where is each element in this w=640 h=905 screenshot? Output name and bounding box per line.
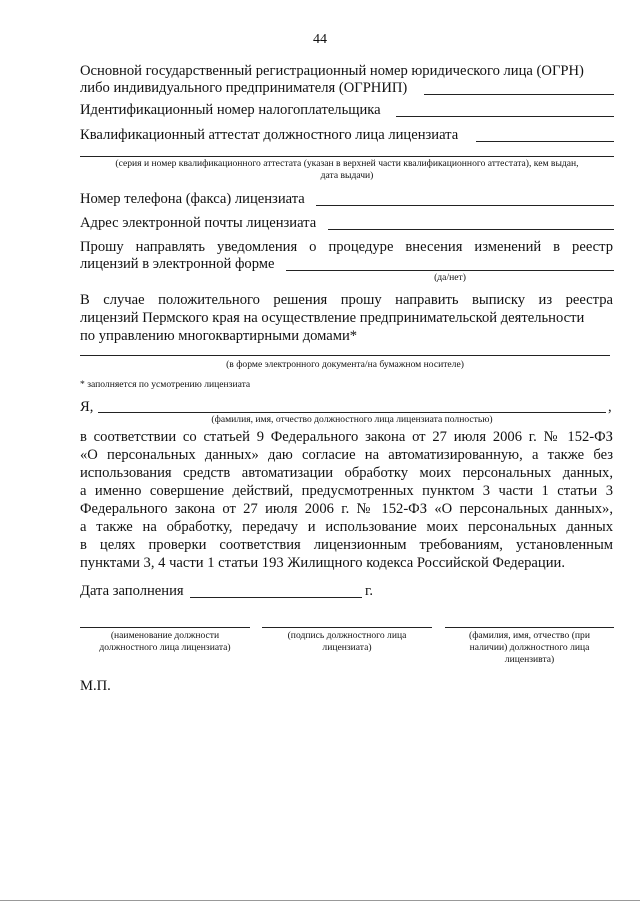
consent-line: в целях проверки соответствия лицензионным требованиям, установленным (80, 537, 613, 553)
stamp-label: М.П. (80, 678, 111, 694)
consent-last-line: пунктами 3, 4 части 1 статьи 193 Жилищного кодекса Российской Федерации. (80, 555, 565, 571)
consent-line: в соответствии со статьей 9 Федерального закона от 27 июля 2006 г. № 152-ФЗ (80, 429, 613, 445)
consent-line: а именно совершение действий, предусмотренных пунктом 3 части 1 статьи 3 (80, 483, 613, 499)
date-suffix: г. (365, 583, 373, 599)
fio-hint-line2: наличии) должностного лица (469, 642, 590, 653)
signature-hint-line1: (подпись должностного лица (287, 630, 407, 641)
consent-line: «О персональных данных» даю согласие на автоматизированную, а также без (80, 447, 613, 463)
position-hint-line1: (наименование должности (110, 630, 220, 641)
inn-label: Идентификационный номер налогоплательщика (80, 102, 381, 118)
notify-field[interactable] (286, 270, 614, 271)
consent-comma: , (608, 399, 612, 415)
page-bottom-edge (0, 900, 640, 901)
signature-field[interactable] (262, 627, 432, 628)
consent-line: а также на обработку, передачу и использование моих персональных данных (80, 519, 613, 535)
position-hint-line2: должностного лица лицензиата) (99, 642, 231, 653)
extract-line2: лицензий Пермского края на осуществление предпринимательской деятельности (80, 310, 585, 326)
consent-fio-field[interactable] (98, 412, 606, 413)
phone-label: Номер телефона (факса) лицензиата (80, 191, 305, 207)
fio-field[interactable] (445, 627, 614, 628)
notify-hint: (да/нет) (434, 272, 466, 283)
attestat-field-extra[interactable] (80, 156, 614, 157)
signature-hint-line2: лицензиата) (322, 642, 372, 653)
ogrn-field[interactable] (424, 94, 614, 95)
extract-hint: (в форме электронного документа/на бумажном носителе) (226, 359, 464, 370)
date-label: Дата заполнения (80, 583, 184, 599)
email-field[interactable] (328, 229, 614, 230)
notify-line2: лицензий в электронной форме (80, 256, 275, 272)
attestat-label: Квалификационный аттестат должностного лица лицензиата (80, 127, 459, 143)
attestat-field[interactable] (476, 141, 614, 142)
extract-line1: В случае положительного решения прошу направить выписку из реестра (80, 292, 613, 308)
fio-hint-line1: (фамилия, имя, отчество (при (469, 630, 590, 641)
position-field[interactable] (80, 627, 250, 628)
extract-line3: по управлению многоквартирными домами* (80, 328, 358, 344)
ogrn-label-line1: Основной государственный регистрационный номер юридического лица (ОГРН) (80, 63, 584, 79)
email-label: Адрес электронной почты лицензиата (80, 215, 317, 231)
consent-line: Федерального закона от 27 июля 2006 г. № 152-ФЗ «О персональных данных», (80, 501, 613, 517)
attestat-note-line2: дата выдачи) (320, 170, 374, 181)
fio-hint-line3: лицензивта) (504, 654, 555, 665)
phone-field[interactable] (316, 205, 614, 206)
consent-ya: Я, (80, 399, 94, 415)
page-number: 44 (313, 32, 327, 47)
footnote: * заполняется по усмотрению лицензиата (80, 379, 251, 390)
consent-line: использования средств автоматизации обработку моих персональных данных, (80, 465, 613, 481)
notify-line1: Прошу направлять уведомления о процедуре внесения изменений в реестр (80, 239, 613, 255)
extract-field[interactable] (80, 355, 610, 356)
inn-field[interactable] (396, 116, 614, 117)
consent-fio-hint: (фамилия, имя, отчество должностного лица лицензиата полностью) (211, 414, 493, 425)
date-field[interactable] (190, 597, 362, 598)
attestat-note-line1: (серия и номер квалификационного аттестата (указан в верхней части квалификационного аттестата), кем выдан, (115, 158, 579, 169)
ogrn-label-line2: либо индивидуального предпринимателя (ОГРНИП) (80, 80, 408, 96)
